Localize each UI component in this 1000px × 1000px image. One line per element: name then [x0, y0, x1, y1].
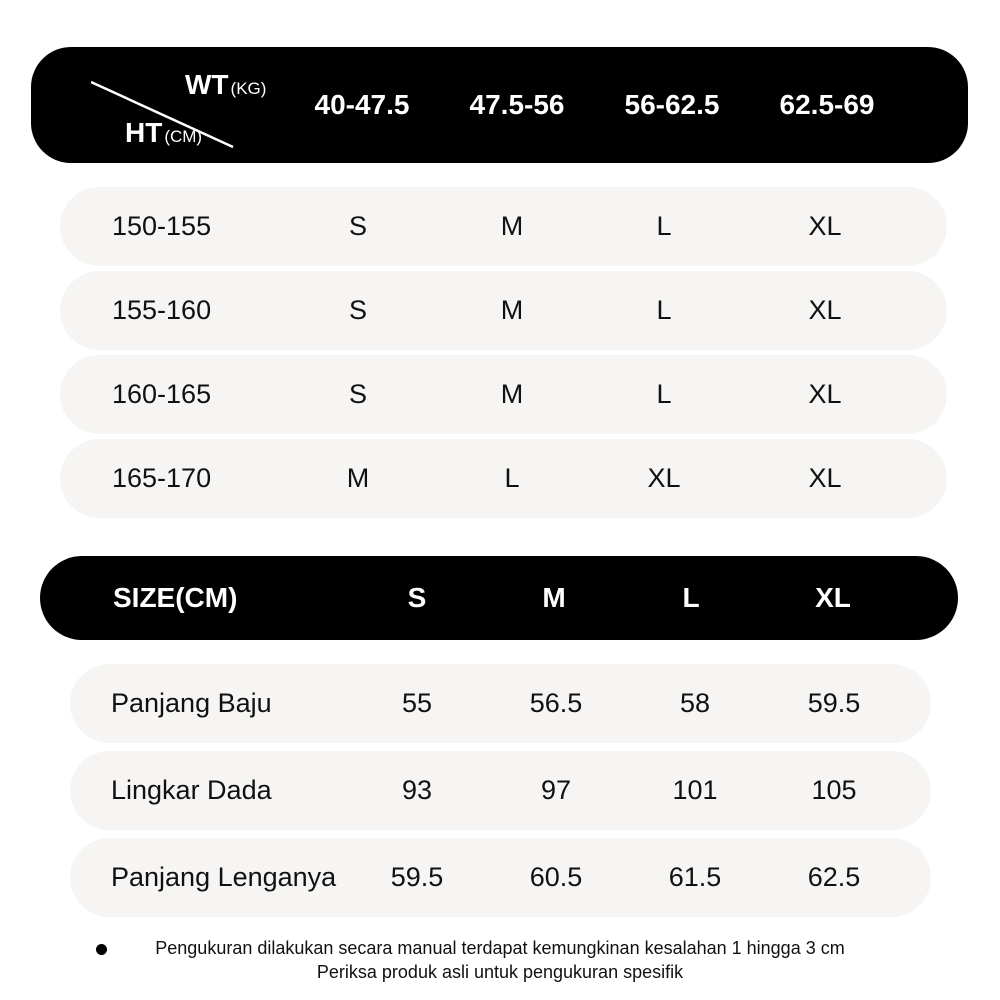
size-cell: M [500, 211, 524, 241]
weight-column-header: 56-62.5 [624, 89, 720, 120]
height-range: 165-170 [112, 463, 212, 493]
table-row [70, 664, 931, 743]
measurement-value: 61.5 [668, 862, 722, 892]
size-cell: L [656, 211, 672, 241]
size-cell: XL [808, 211, 842, 241]
table-row [70, 838, 931, 917]
size-cell: S [348, 295, 367, 325]
table-row [60, 271, 947, 350]
product-check-note: Periksa produk asli untuk pengukuran spesifik [316, 962, 684, 982]
size-column-header: S [407, 582, 427, 613]
measurement-label: Panjang Lenganya [111, 862, 337, 892]
height-range: 155-160 [112, 295, 212, 325]
size-column-header: L [682, 582, 700, 613]
measurement-value: 58 [679, 688, 711, 718]
table-row [70, 751, 931, 830]
measurement-value: 55 [401, 688, 433, 718]
measurement-disclaimer: Pengukuran dilakukan secara manual terdapat kemungkinan kesalahan 1 hingga 3 cm [155, 938, 845, 958]
measurement-value: 62.5 [807, 862, 861, 892]
height-range: 160-165 [112, 379, 212, 409]
size-cell: M [346, 463, 370, 493]
table-row [60, 187, 947, 266]
size-cell: S [348, 379, 367, 409]
height-range: 150-155 [112, 211, 212, 241]
measurement-label: Panjang Baju [111, 688, 272, 718]
size-column-header: XL [815, 582, 851, 613]
weight-column-header: 40-47.5 [314, 89, 410, 120]
measurement-value: 59.5 [390, 862, 444, 892]
measurement-header [40, 556, 958, 640]
measurement-value: 60.5 [529, 862, 583, 892]
size-unit-label: SIZE(CM) [113, 582, 238, 613]
size-cell: S [348, 211, 367, 241]
size-cell: L [504, 463, 520, 493]
measurement-value: 56.5 [529, 688, 583, 718]
table-row [60, 439, 947, 518]
size-chart-header [31, 47, 968, 163]
size-cell: M [500, 295, 524, 325]
size-cell: XL [808, 379, 842, 409]
measurement-value: 59.5 [807, 688, 861, 718]
weight-column-header: 47.5-56 [469, 89, 565, 120]
corner-cell [91, 47, 291, 163]
height-axis-label: HT (CM) [125, 117, 203, 148]
table-row [60, 355, 947, 434]
measurement-value: 93 [401, 775, 433, 805]
size-cell: M [500, 379, 524, 409]
size-column-header: M [542, 582, 566, 613]
measurement-value: 101 [672, 775, 718, 805]
size-cell: XL [808, 295, 842, 325]
measurement-label: Lingkar Dada [111, 775, 272, 805]
measurement-value: 97 [540, 775, 572, 805]
measurement-value: 105 [811, 775, 857, 805]
size-cell: L [656, 379, 672, 409]
size-cell: L [656, 295, 672, 325]
weight-axis-label: WT (KG) [185, 69, 267, 100]
size-cell: XL [647, 463, 681, 493]
size-cell: XL [808, 463, 842, 493]
weight-column-header: 62.5-69 [779, 89, 875, 120]
